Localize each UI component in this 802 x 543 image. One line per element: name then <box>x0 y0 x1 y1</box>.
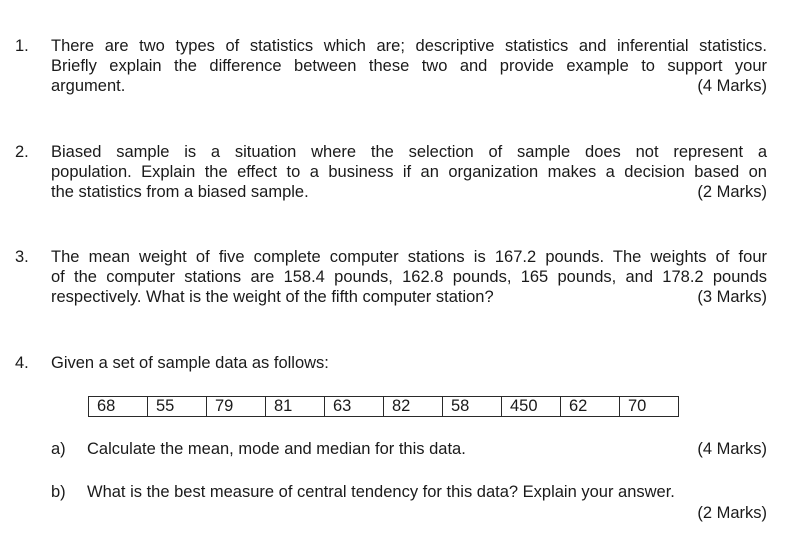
data-cell: 82 <box>384 397 443 417</box>
marks-label: (3 Marks) <box>697 288 767 306</box>
sub-question-letter: b) <box>51 483 66 501</box>
question-number: 4. <box>15 354 29 372</box>
question-line: respectively. What is the weight of the fifth computer station? <box>51 288 494 306</box>
marks-label: (4 Marks) <box>697 77 767 95</box>
sub-question-text: What is the best measure of central tendency for this data? Explain your answer. <box>87 483 675 501</box>
data-cell: 450 <box>502 397 561 417</box>
table-row <box>89 397 679 417</box>
question-line: Biased sample is a situation where the selection of sample does not represent a <box>51 143 767 161</box>
question-line: The mean weight of five complete computer stations is 167.2 pounds. The weights of four <box>51 248 767 266</box>
data-cell: 58 <box>443 397 502 417</box>
question-line: Briefly explain the difference between these two and provide example to support your <box>51 57 767 75</box>
question-line: of the computer stations are 158.4 pounds, 162.8 pounds, 165 pounds, and 178.2 pounds <box>51 268 767 286</box>
question-line-last <box>51 76 767 96</box>
data-cell: 70 <box>620 397 679 417</box>
data-cell: 81 <box>266 397 325 417</box>
question-text <box>51 353 767 373</box>
question-line-last <box>51 182 767 202</box>
question-number: 1. <box>15 37 29 55</box>
question-text <box>51 36 767 96</box>
sample-data-table <box>88 396 679 417</box>
question-line: There are two types of statistics which are; descriptive statistics and inferential statistics. <box>51 37 767 55</box>
sub-question-text: Calculate the mean, mode and median for this data. <box>87 440 466 458</box>
data-cell: 68 <box>89 397 148 417</box>
question-text <box>51 142 767 202</box>
question-number: 3. <box>15 248 29 266</box>
marks-label: (2 Marks) <box>697 183 767 201</box>
marks-label: (2 Marks) <box>697 504 767 522</box>
data-cell: 63 <box>325 397 384 417</box>
question-line: the statistics from a biased sample. <box>51 183 309 201</box>
data-cell: 62 <box>561 397 620 417</box>
data-cell: 79 <box>207 397 266 417</box>
question-line: population. Explain the effect to a business if an organization makes a decision based on <box>51 163 767 181</box>
question-line-last <box>51 287 767 307</box>
question-line: argument. <box>51 77 126 95</box>
sub-question-letter: a) <box>51 440 66 458</box>
question-text <box>51 247 767 307</box>
marks-label: (4 Marks) <box>697 440 767 458</box>
question-number: 2. <box>15 143 29 161</box>
question-intro: Given a set of sample data as follows: <box>51 354 329 372</box>
data-cell: 55 <box>148 397 207 417</box>
